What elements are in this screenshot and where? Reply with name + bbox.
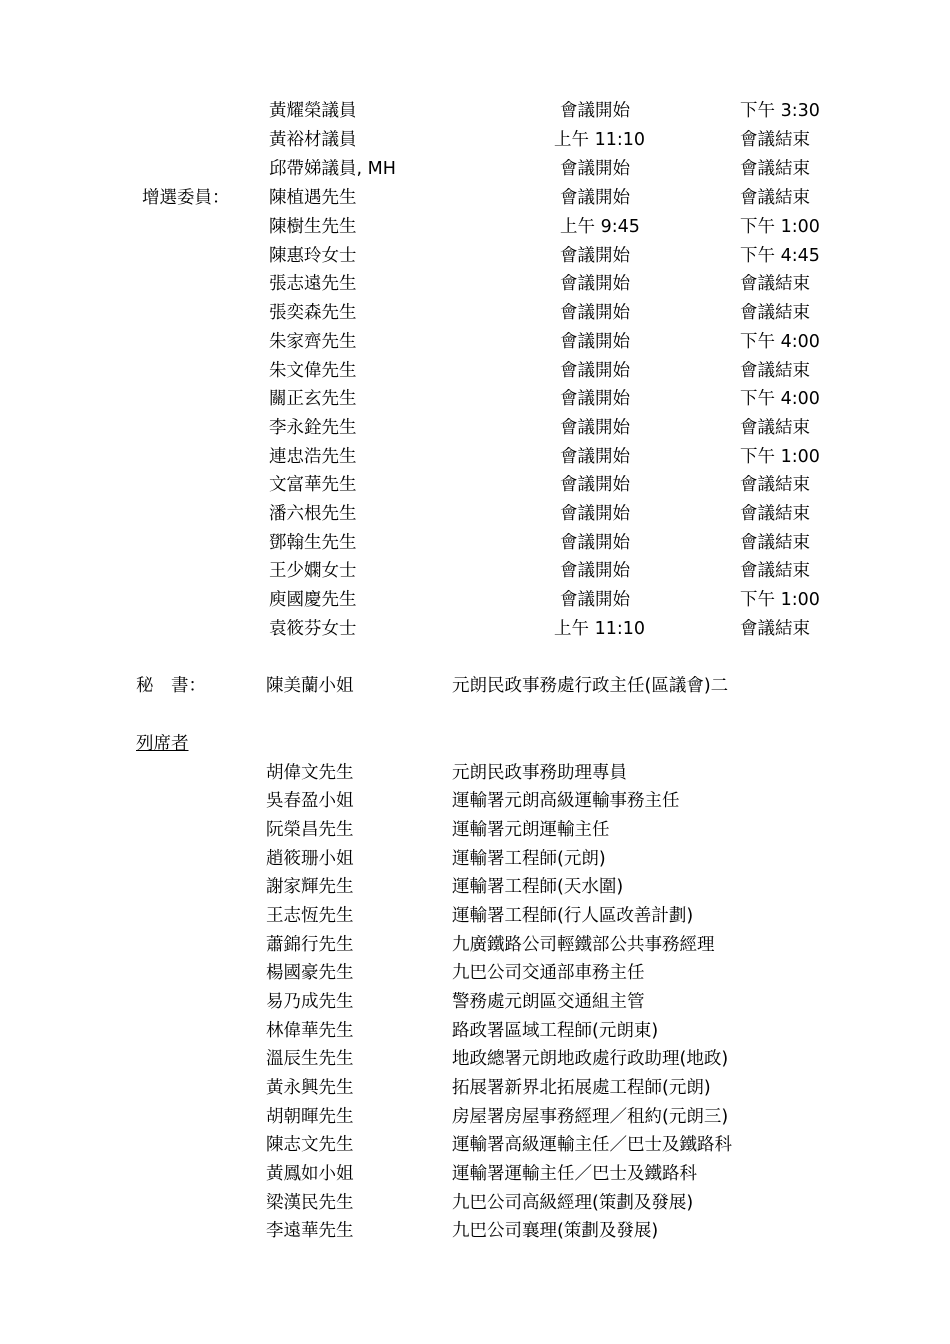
- member-name: 庾國慶先生: [269, 590, 357, 610]
- member-row: [0, 155, 950, 183]
- coopted-row: [0, 357, 950, 385]
- attendee-post: 運輸署元朗運輸主任: [452, 820, 610, 840]
- attendee-row: [0, 1017, 950, 1045]
- attendance-start: 會議開始: [560, 303, 630, 323]
- member-name: 袁筱芬女士: [269, 619, 357, 639]
- attendance-end: 下午 4:00: [740, 389, 820, 409]
- attendance-end: 下午 3:30: [740, 101, 820, 121]
- attendee-post: 元朗民政事務助理專員: [452, 763, 627, 783]
- attendee-row: [0, 787, 950, 815]
- attendance-start: 會議開始: [560, 561, 630, 581]
- attendee-row: [0, 759, 950, 787]
- attendee-row: [0, 1189, 950, 1217]
- attendee-row: [0, 1131, 950, 1159]
- attendee-name: 楊國豪先生: [266, 963, 354, 983]
- coopted-row: [0, 615, 950, 643]
- attendee-name: 林偉華先生: [266, 1021, 354, 1041]
- attendee-post: 九廣鐵路公司輕鐵部公共事務經理: [452, 935, 715, 955]
- attendee-name: 黃鳳如小姐: [266, 1164, 354, 1184]
- attendee-post: 運輸署運輸主任／巴士及鐵路科: [452, 1164, 697, 1184]
- attendance-end: 會議結束: [740, 274, 810, 294]
- attendance-start: 會議開始: [560, 101, 630, 121]
- coopted-row: [0, 500, 950, 528]
- coopted-row: [0, 471, 950, 499]
- member-row: [0, 126, 950, 154]
- attendee-post: 房屋署房屋事務經理／租約(元朗三): [452, 1107, 729, 1127]
- attendee-name: 阮榮昌先生: [266, 820, 354, 840]
- coopted-row: [0, 385, 950, 413]
- attendance-start: 會議開始: [560, 361, 630, 381]
- attendee-name: 趙筱珊小姐: [266, 849, 354, 869]
- attendance-end: 下午 1:00: [740, 447, 820, 467]
- attendance-start: 會議開始: [560, 274, 630, 294]
- attendee-row: [0, 845, 950, 873]
- in-attendance-heading: 列席者: [136, 734, 189, 754]
- attendee-name: 黃永興先生: [266, 1078, 354, 1098]
- secretary-row: [0, 672, 950, 700]
- member-name: 鄧翰生先生: [269, 533, 357, 553]
- attendee-row: [0, 1160, 950, 1188]
- attendee-post: 拓展署新界北拓展處工程師(元朗): [452, 1078, 711, 1098]
- coopted-row: [0, 414, 950, 442]
- member-name: 王少嫻女士: [269, 561, 357, 581]
- attendee-row: [0, 1074, 950, 1102]
- member-row: [0, 97, 950, 125]
- coopted-row: [0, 299, 950, 327]
- coopted-row: [0, 586, 950, 614]
- coopted-row: [0, 529, 950, 557]
- attendance-end: 下午 4:45: [740, 246, 820, 266]
- coopted-row: [0, 184, 950, 212]
- attendee-name: 謝家輝先生: [266, 877, 354, 897]
- attendee-post: 運輸署工程師(行人區改善計劃): [452, 906, 694, 926]
- attendee-name: 吳春盈小姐: [266, 791, 354, 811]
- coopted-row: [0, 270, 950, 298]
- member-name: 朱家齊先生: [269, 332, 357, 352]
- attendee-name: 胡朝暉先生: [266, 1107, 354, 1127]
- attendee-post: 警務處元朗區交通組主管: [452, 992, 645, 1012]
- attendee-post: 九巴公司高級經理(策劃及發展): [452, 1193, 694, 1213]
- coopted-row: [0, 328, 950, 356]
- attendance-start: 會議開始: [560, 533, 630, 553]
- attendee-row: [0, 959, 950, 987]
- member-name: 朱文偉先生: [269, 361, 357, 381]
- coopted-row: [0, 242, 950, 270]
- attendee-post: 九巴公司交通部車務主任: [452, 963, 645, 983]
- attendance-end: 會議結束: [740, 130, 810, 150]
- attendance-start: 會議開始: [560, 447, 630, 467]
- attendee-row: [0, 816, 950, 844]
- attendee-name: 易乃成先生: [266, 992, 354, 1012]
- member-name: 潘六根先生: [269, 504, 357, 524]
- attendee-row: [0, 1217, 950, 1245]
- attendance-start: 會議開始: [560, 418, 630, 438]
- attendance-end: 會議結束: [740, 188, 810, 208]
- attendance-start: 上午 11:10: [554, 130, 645, 150]
- secretary-post: 元朗民政事務處行政主任(區議會)二: [452, 676, 729, 696]
- attendee-row: [0, 1045, 950, 1073]
- attendance-end: 下午 1:00: [740, 590, 820, 610]
- attendee-name: 陳志文先生: [266, 1135, 354, 1155]
- member-name: 陳惠玲女士: [269, 246, 357, 266]
- attendance-end: 下午 1:00: [740, 217, 820, 237]
- attendance-start: 會議開始: [560, 389, 630, 409]
- attendance-end: 會議結束: [740, 533, 810, 553]
- attendance-end: 會議結束: [740, 619, 810, 639]
- attendance-start: 會議開始: [560, 504, 630, 524]
- attendee-row: [0, 988, 950, 1016]
- attendee-name: 王志恆先生: [266, 906, 354, 926]
- member-name: 黃耀榮議員: [269, 101, 357, 121]
- member-name: 張奕森先生: [269, 303, 357, 323]
- member-name: 陳樹生先生: [269, 217, 357, 237]
- coopted-row: [0, 443, 950, 471]
- attendee-name: 李遠華先生: [266, 1221, 354, 1241]
- member-name: 邱帶娣議員, MH: [269, 159, 396, 179]
- attendee-row: [0, 873, 950, 901]
- attendance-end: 下午 4:00: [740, 332, 820, 352]
- member-name: 張志遠先生: [269, 274, 357, 294]
- attendee-row: [0, 902, 950, 930]
- coopted-row: [0, 557, 950, 585]
- attendance-start: 會議開始: [560, 188, 630, 208]
- attendance-start: 會議開始: [560, 590, 630, 610]
- member-name: 連忠浩先生: [269, 447, 357, 467]
- attendance-start: 會議開始: [560, 475, 630, 495]
- attendee-post: 運輸署工程師(元朗): [452, 849, 606, 869]
- attendee-post: 路政署區域工程師(元朗東): [452, 1021, 659, 1041]
- attendance-start: 上午 9:45: [560, 217, 640, 237]
- attendee-post: 九巴公司襄理(策劃及發展): [452, 1221, 659, 1241]
- attendee-name: 溫辰生先生: [266, 1049, 354, 1069]
- attendee-post: 地政總署元朗地政處行政助理(地政): [452, 1049, 729, 1069]
- attendance-end: 會議結束: [740, 475, 810, 495]
- attendee-name: 胡偉文先生: [266, 763, 354, 783]
- coopted-label: 增選委員：: [142, 188, 230, 208]
- attendance-end: 會議結束: [740, 561, 810, 581]
- attendance-start: 上午 11:10: [554, 619, 645, 639]
- member-name: 文富華先生: [269, 475, 357, 495]
- member-name: 關正玄先生: [269, 389, 357, 409]
- attendee-row: [0, 931, 950, 959]
- attendee-name: 梁漢民先生: [266, 1193, 354, 1213]
- member-name: 黃裕材議員: [269, 130, 357, 150]
- secretary-name: 陳美蘭小姐: [266, 676, 354, 696]
- attendance-start: 會議開始: [560, 246, 630, 266]
- attendance-end: 會議結束: [740, 303, 810, 323]
- attendance-end: 會議結束: [740, 159, 810, 179]
- member-name: 陳植遇先生: [269, 188, 357, 208]
- attendance-end: 會議結束: [740, 418, 810, 438]
- attendee-name: 蕭錦行先生: [266, 935, 354, 955]
- attendee-post: 運輸署工程師(天水圍): [452, 877, 624, 897]
- attendee-post: 運輸署元朗高級運輸事務主任: [452, 791, 680, 811]
- attendance-end: 會議結束: [740, 361, 810, 381]
- attendee-row: [0, 1103, 950, 1131]
- attendance-start: 會議開始: [560, 159, 630, 179]
- member-name: 李永銓先生: [269, 418, 357, 438]
- secretary-label: 秘 書：: [136, 676, 206, 696]
- attendance-end: 會議結束: [740, 504, 810, 524]
- attendee-post: 運輸署高級運輸主任／巴士及鐵路科: [452, 1135, 732, 1155]
- attendance-start: 會議開始: [560, 332, 630, 352]
- coopted-row: [0, 213, 950, 241]
